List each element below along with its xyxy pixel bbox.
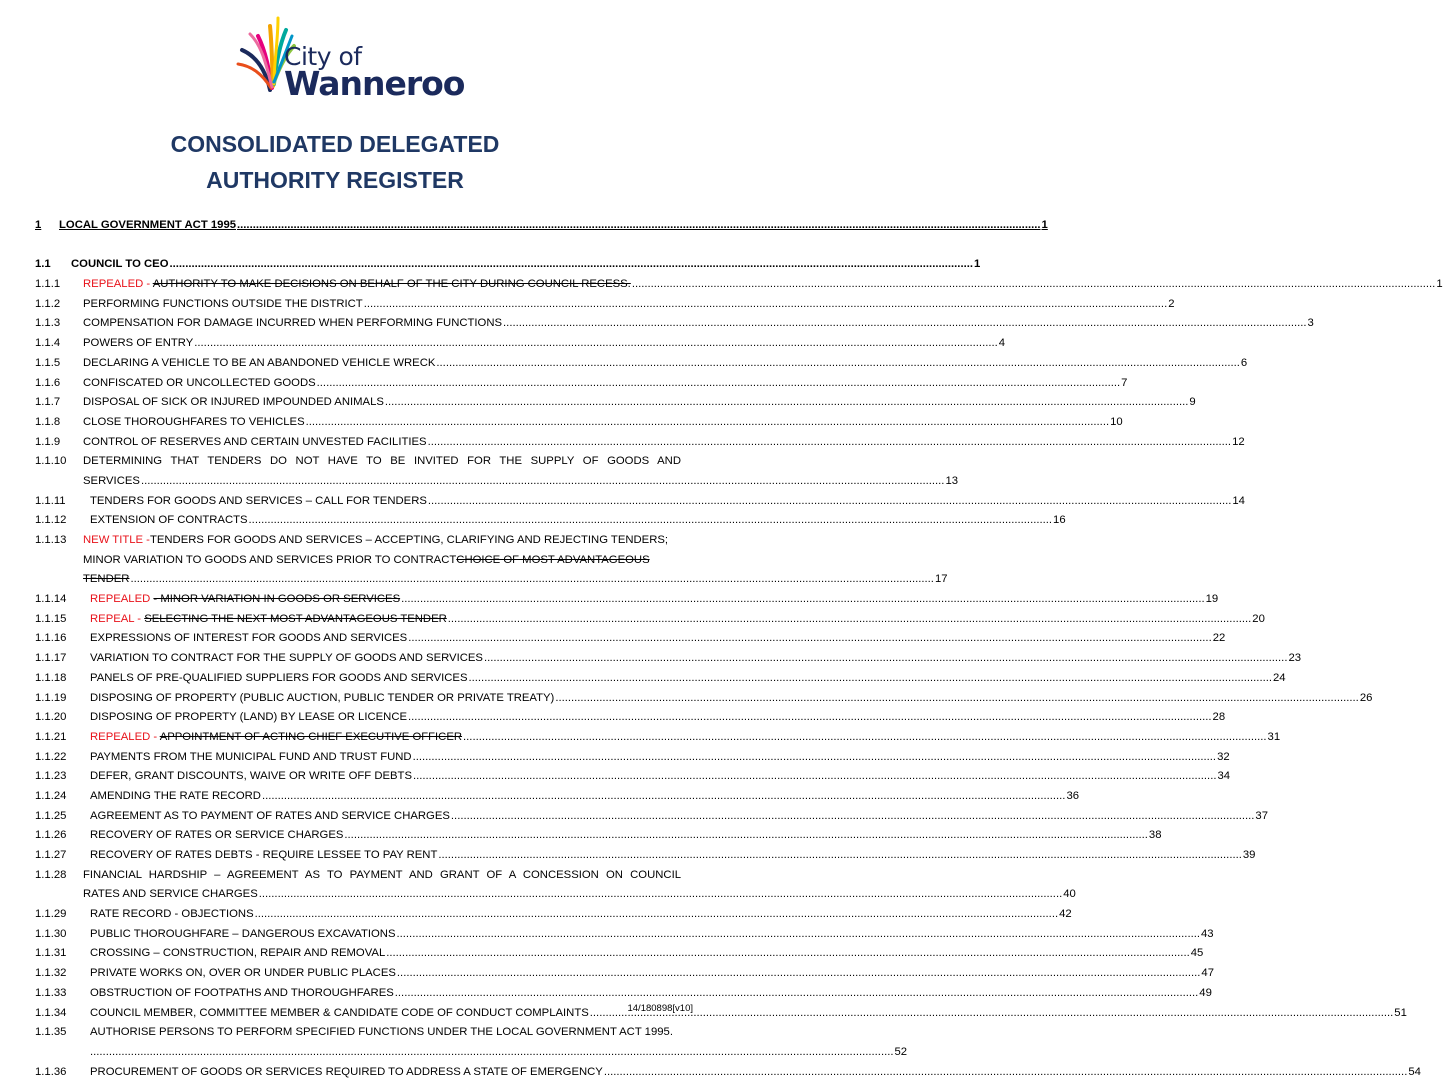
toc-leader (413, 767, 1217, 787)
toc-item-1132[interactable] (35, 964, 1214, 984)
toc-repealed-tag: REPEALED - (90, 730, 160, 743)
toc-item-1130[interactable] (35, 925, 1214, 945)
toc-leader (385, 393, 1189, 413)
toc-label-text: AMENDING THE RATE RECORD (90, 789, 261, 802)
toc-num: 1.1.2 (35, 297, 61, 310)
toc-page: 34 (1217, 770, 1231, 783)
toc-label-text: AGREEMENT AS TO PAYMENT OF RATES AND SERVICE CHARGES (90, 809, 450, 822)
toc-leader (408, 708, 1212, 728)
toc-page: 32 (1217, 750, 1230, 763)
toc-label-text: CONTROL OF RESERVES AND CERTAIN UNVESTED FACILITIES (83, 435, 427, 448)
toc-leader (306, 413, 1110, 433)
toc-label-text: RECOVERY OF RATES OR SERVICE CHARGES (90, 829, 344, 842)
toc-page: 36 (1066, 789, 1080, 802)
toc-num: 1.1.10 (35, 455, 67, 468)
toc-item-1115[interactable] (35, 610, 1265, 630)
toc-num: 1.1.4 (35, 337, 61, 350)
toc-repealed-tag: REPEALED (90, 593, 154, 606)
toc-leader (448, 610, 1252, 630)
toc-num: 1.1.28 (35, 868, 67, 881)
toc-heading-1[interactable] (35, 216, 1048, 236)
toc-num: 1.1.14 (35, 593, 67, 606)
toc-page: 1 (974, 258, 981, 271)
toc-num: 1.1.23 (35, 770, 67, 783)
toc-label (90, 905, 254, 925)
toc-leader (632, 275, 1436, 295)
toc-leader (401, 590, 1205, 610)
toc-item-117[interactable] (35, 393, 1196, 413)
toc-item-1126[interactable] (35, 826, 1162, 846)
toc-group-4 (35, 905, 1407, 1023)
toc-leader (428, 433, 1232, 453)
toc-label (83, 275, 631, 295)
toc-label (90, 846, 437, 866)
toc-label-text: COUNCIL MEMBER, COMMITTEE MEMBER & CANDIDATE CODE OF CONDUCT COMPLAINTS (90, 1006, 589, 1019)
toc-num: 1.1.13 (35, 534, 67, 546)
toc-label-line2: RATES AND SERVICE CHARGES (83, 888, 258, 901)
toc-num: 1.1.7 (35, 396, 61, 409)
toc-num: 1.1.6 (35, 376, 61, 389)
toc-num: 1.1.35 (35, 1026, 67, 1039)
toc-page: 31 (1267, 730, 1281, 743)
toc-page: 28 (1212, 711, 1226, 724)
toc-page: 19 (1205, 593, 1219, 606)
toc-page: 42 (1059, 908, 1072, 921)
toc-item-1123[interactable] (35, 767, 1231, 787)
toc-label: PROCUREMENT OF GOODS OR SERVICES REQUIRED TO ADDRESS A STATE OF EMERGENCY (90, 1065, 603, 1078)
toc-num: 1.1.22 (35, 750, 67, 763)
toc-leader (90, 1043, 894, 1063)
toc-label: COUNCIL TO CEO (71, 258, 169, 271)
toc-page: 43 (1201, 927, 1214, 940)
toc-label (90, 708, 407, 728)
toc-item-112[interactable] (35, 295, 1175, 315)
toc-num: 1.1.26 (35, 829, 67, 842)
toc-num: 1.1.3 (35, 317, 61, 330)
toc-leader (438, 846, 1242, 866)
toc-page: 2 (1168, 297, 1175, 310)
toc-num: 1 (35, 219, 42, 231)
toc-item-1121[interactable] (35, 728, 1281, 748)
toc-struck-text: SELECTING THE NEXT MOST ADVANTAGEOUS TENDER (144, 612, 447, 625)
toc-label-text: TENDERS FOR GOODS AND SERVICES – CALL FOR TENDERS (90, 494, 427, 507)
toc-page: 52 (894, 1045, 908, 1058)
toc-leader: . (669, 1026, 673, 1039)
toc-label-text: COMPENSATION FOR DAMAGE INCURRED WHEN PERFORMING FUNCTIONS (83, 317, 503, 330)
toc-item-1114[interactable] (35, 590, 1219, 610)
toc-item-1134[interactable] (35, 1004, 1407, 1024)
toc-page: 45 (1190, 947, 1204, 960)
toc-page: 54 (1408, 1065, 1421, 1078)
toc-leader (194, 334, 998, 354)
toc-item-111[interactable] (35, 275, 1443, 295)
toc-label (90, 748, 412, 768)
toc-label-line1: TENDERS FOR GOODS AND SERVICES – ACCEPTING, CLARIFYING AND REJECTING TENDERS; (149, 534, 669, 546)
toc-label-text: DECLARING A VEHICLE TO BE AN ABANDONED VEHICLE WRECK (83, 356, 436, 369)
document-title-line1: CONSOLIDATED DELEGATED (170, 131, 500, 157)
toc-label-line1: DETERMINING THAT TENDERS DO NOT HAVE TO BE INVITED FOR THE SUPPLY OF GOODS AND (83, 455, 681, 468)
toc-num: 1.1.1 (35, 278, 61, 291)
toc-struck-text: CHOICE OF MOST ADVANTAGEOUS (456, 553, 650, 566)
toc-page: 1 (1436, 278, 1443, 291)
toc-num: 1.1.36 (35, 1065, 67, 1078)
toc-num: 1.1.30 (35, 927, 67, 940)
toc-label (83, 433, 427, 453)
toc-label (90, 669, 468, 689)
toc-leader (413, 748, 1217, 768)
toc-new-title-tag: NEW TITLE - (83, 534, 150, 546)
toc-leader (141, 472, 945, 492)
toc-leader (463, 728, 1267, 748)
toc-item-1116[interactable] (35, 629, 1226, 649)
toc-leader (436, 354, 1240, 374)
toc-item-1135[interactable] (35, 1023, 908, 1062)
toc-label-text: DISPOSING OF PROPERTY (LAND) BY LEASE OR LICENCE (90, 711, 408, 724)
toc-label-text: DISPOSAL OF SICK OR INJURED IMPOUNDED ANIMALS (83, 396, 384, 409)
toc-label (90, 629, 407, 649)
toc-label-text: CONFISCATED OR UNCOLLECTED GOODS (83, 376, 316, 389)
toc-label-line2: SERVICES (83, 474, 140, 487)
toc-label (90, 590, 400, 610)
toc-label-text: PAYMENTS FROM THE MUNICIPAL FUND AND TRUST FUND (90, 750, 412, 763)
toc-item-1118[interactable] (35, 669, 1286, 689)
toc-item-1119[interactable] (35, 689, 1373, 709)
toc-num: 1.1.25 (35, 809, 67, 822)
toc-leader (395, 984, 1199, 1004)
toc-leader (397, 925, 1201, 945)
toc-leader (397, 964, 1201, 984)
toc-item-114[interactable] (35, 334, 1006, 354)
logo-line2: Wanneroo (284, 64, 465, 103)
toc-num: 1.1.16 (35, 632, 67, 645)
toc-leader (604, 1063, 1408, 1082)
toc-num: 1.1.8 (35, 415, 61, 428)
toc-item-113[interactable] (35, 314, 1314, 334)
toc-label-text: RATE RECORD - OBJECTIONS (90, 908, 254, 921)
toc-leader (259, 885, 1063, 905)
toc-item-1133[interactable] (35, 984, 1212, 1004)
toc-item-118[interactable] (35, 413, 1123, 433)
toc-label-text: PRIVATE WORKS ON, OVER OR UNDER PUBLIC PLACES (90, 967, 396, 980)
toc-label-text: PANELS OF PRE-QUALIFIED SUPPLIERS FOR GOODS AND SERVICES (90, 671, 468, 684)
toc-num: 1.1.21 (35, 730, 67, 743)
toc-heading-2[interactable] (35, 255, 981, 275)
toc-num: 1.1.5 (35, 356, 61, 369)
toc-label (90, 649, 483, 669)
toc-label-text: DISPOSING OF PROPERTY (PUBLIC AUCTION, PUBLIC TENDER OR PRIVATE TREATY) (90, 691, 555, 704)
toc-page: 17 (934, 573, 948, 586)
toc-num: 1.1.29 (35, 908, 67, 921)
toc-leader (364, 295, 1168, 315)
toc-num: 1.1.15 (35, 612, 67, 625)
toc-spacer (35, 236, 681, 256)
toc-leader (386, 944, 1190, 964)
toc-item-1128[interactable] (35, 866, 1076, 905)
logo-line1: City of (284, 42, 362, 71)
toc-label (90, 492, 427, 512)
toc-item-1136[interactable] (35, 1063, 1421, 1082)
document-title-line2: AUTHORITY REGISTER (206, 167, 464, 193)
toc-page: 22 (1212, 632, 1226, 645)
toc-label (90, 787, 261, 807)
toc-label-text: PUBLIC THOROUGHFARE – DANGEROUS EXCAVATIONS (90, 927, 396, 940)
toc-num: 1.1.24 (35, 789, 67, 802)
toc-label-text: DEFER, GRANT DISCOUNTS, WAIVE OR WRITE OFF DEBTS (90, 770, 412, 783)
toc-label (83, 314, 502, 334)
toc-label (83, 393, 384, 413)
toc-label-text: EXPRESSIONS OF INTEREST FOR GOODS AND SERVICES (90, 632, 408, 645)
toc-item-115[interactable] (35, 354, 1248, 374)
toc-leader (469, 669, 1273, 689)
toc-label-text: CROSSING – CONSTRUCTION, REPAIR AND REMOVAL (90, 947, 386, 960)
toc-leader (170, 255, 974, 275)
city-of-wanneroo-logo (236, 12, 486, 104)
toc-page: 9 (1189, 396, 1196, 409)
toc-num: 1.1.27 (35, 849, 67, 861)
toc-struck-text: APPOINTMENT OF ACTING CHIEF EXECUTIVE OFFICER (159, 730, 463, 743)
toc-page: 47 (1201, 967, 1214, 980)
toc-leader (255, 905, 1059, 925)
table-of-contents (35, 216, 1443, 1082)
toc-label (90, 610, 447, 630)
document-reference: 14/180898[v10] (627, 1003, 693, 1014)
toc-label (83, 354, 435, 374)
toc-leader (555, 689, 1359, 709)
toc-label-text: CLOSE THOROUGHFARES TO VEHICLES (83, 415, 305, 428)
toc-num: 1.1.9 (35, 435, 61, 448)
toc-item-1111[interactable] (35, 492, 1245, 512)
toc-label (90, 767, 412, 787)
toc-label: LOCAL GOVERNMENT ACT 1995 (59, 219, 237, 231)
toc-label-line1: AUTHORISE PERSONS TO PERFORM SPECIFIED FUNCTIONS UNDER THE LOCAL GOVERNMENT ACT 1995 (90, 1026, 670, 1039)
toc-item-116[interactable] (35, 374, 1128, 394)
toc-label-text: PERFORMING FUNCTIONS OUTSIDE THE DISTRICT (83, 297, 363, 310)
toc-label (83, 295, 363, 315)
toc-item-1125[interactable] (35, 807, 1268, 827)
toc-page: 13 (945, 474, 959, 487)
toc-item-1122[interactable] (35, 748, 1230, 768)
toc-group-3 (35, 590, 1373, 866)
toc-repealed-tag: REPEAL - (90, 612, 145, 625)
toc-item-1129[interactable] (35, 905, 1072, 925)
toc-label (90, 728, 462, 748)
toc-label (90, 826, 343, 846)
toc-repealed-tag: REPEALED - (83, 278, 153, 291)
toc-label (90, 925, 396, 945)
toc-item-1110[interactable] (35, 452, 959, 491)
toc-page: 7 (1121, 376, 1128, 389)
toc-num: 1.1.20 (35, 711, 67, 724)
toc-leader (503, 314, 1307, 334)
toc-label (90, 689, 554, 709)
toc-label (83, 413, 305, 433)
toc-page: 3 (1307, 317, 1314, 330)
toc-page: 16 (1053, 514, 1066, 527)
toc-item-119[interactable] (35, 433, 1245, 453)
toc-leader (262, 787, 1066, 807)
toc-item-1112[interactable] (35, 511, 1066, 531)
toc-label-text: VARIATION TO CONTRACT FOR THE SUPPLY OF GOODS AND SERVICES (90, 652, 483, 665)
toc-leader (484, 649, 1288, 669)
toc-page: 23 (1288, 652, 1302, 665)
toc-num: 1.1.17 (35, 652, 67, 665)
toc-page: 38 (1148, 829, 1162, 842)
toc-page: 6 (1240, 356, 1248, 369)
toc-leader (130, 570, 934, 590)
toc-page: 37 (1255, 809, 1268, 822)
toc-page: 12 (1232, 435, 1245, 448)
toc-leader (344, 826, 1148, 846)
toc-page: 24 (1273, 671, 1286, 684)
toc-num: 1.1.33 (35, 986, 67, 999)
toc-page: 26 (1359, 691, 1373, 704)
toc-page: 51 (1394, 1006, 1407, 1019)
toc-label-text: POWERS OF ENTRY (83, 337, 194, 350)
toc-num: 1.1.34 (35, 1006, 67, 1019)
toc-num: 1.1.19 (35, 691, 67, 704)
toc-label (90, 944, 385, 964)
toc-label-text: RECOVERY OF RATES DEBTS - REQUIRE LESSEE TO PAY RENT (90, 849, 438, 861)
toc-page: 39 (1242, 849, 1256, 861)
toc-item-1127[interactable] (35, 846, 1256, 866)
toc-page: 1 (1041, 219, 1048, 231)
toc-num: 1.1.11 (35, 494, 66, 507)
toc-label (90, 511, 248, 531)
toc-group-1 (35, 275, 1443, 452)
toc-item-1131[interactable] (35, 944, 1204, 964)
toc-label-line1: FINANCIAL HARDSHIP – AGREEMENT AS TO PAYMENT AND GRANT OF A CONCESSION ON COUNCIL (83, 868, 681, 881)
toc-page: 49 (1199, 986, 1212, 999)
toc-label (90, 984, 394, 1004)
toc-num: 1.1.12 (35, 514, 67, 527)
toc-page: 20 (1252, 612, 1265, 625)
toc-leader (590, 1004, 1394, 1024)
toc-leader (237, 216, 1041, 236)
toc-num: 1.1.18 (35, 671, 67, 684)
toc-leader (317, 374, 1121, 394)
toc-struck-text: AUTHORITY TO MAKE DECISIONS ON BEHALF OF THE CITY DURING COUNCIL RECESS. (152, 278, 631, 291)
toc-leader (428, 492, 1232, 512)
toc-num: 1.1 (35, 258, 51, 271)
toc-item-1124[interactable] (35, 787, 1080, 807)
toc-label (90, 1004, 589, 1024)
toc-group-2 (35, 492, 1245, 531)
toc-page: 14 (1232, 494, 1245, 507)
toc-leader (408, 629, 1212, 649)
toc-struck-text: TENDER (83, 573, 130, 586)
toc-num: 1.1.32 (35, 967, 67, 980)
toc-num: 1.1.31 (35, 947, 67, 960)
toc-item-1113[interactable] (35, 531, 948, 590)
toc-label-text: EXTENSION OF CONTRACTS (90, 514, 248, 527)
toc-item-1120[interactable] (35, 708, 1226, 728)
toc-struck-text: - MINOR VARIATION IN GOODS OR SERVICES (153, 593, 401, 606)
toc-page: 10 (1110, 415, 1123, 428)
toc-label (83, 334, 193, 354)
toc-item-1117[interactable] (35, 649, 1302, 669)
toc-page: 4 (998, 337, 1006, 350)
toc-page: 40 (1063, 888, 1076, 901)
toc-label (83, 374, 316, 394)
toc-leader (249, 511, 1053, 531)
toc-label (90, 807, 450, 827)
toc-label-line2: MINOR VARIATION TO GOODS AND SERVICES PRIOR TO CONTRACT (83, 553, 457, 566)
toc-label-text: OBSTRUCTION OF FOOTPATHS AND THOROUGHFARES (90, 986, 394, 999)
toc-label (90, 964, 396, 984)
toc-leader (451, 807, 1255, 827)
